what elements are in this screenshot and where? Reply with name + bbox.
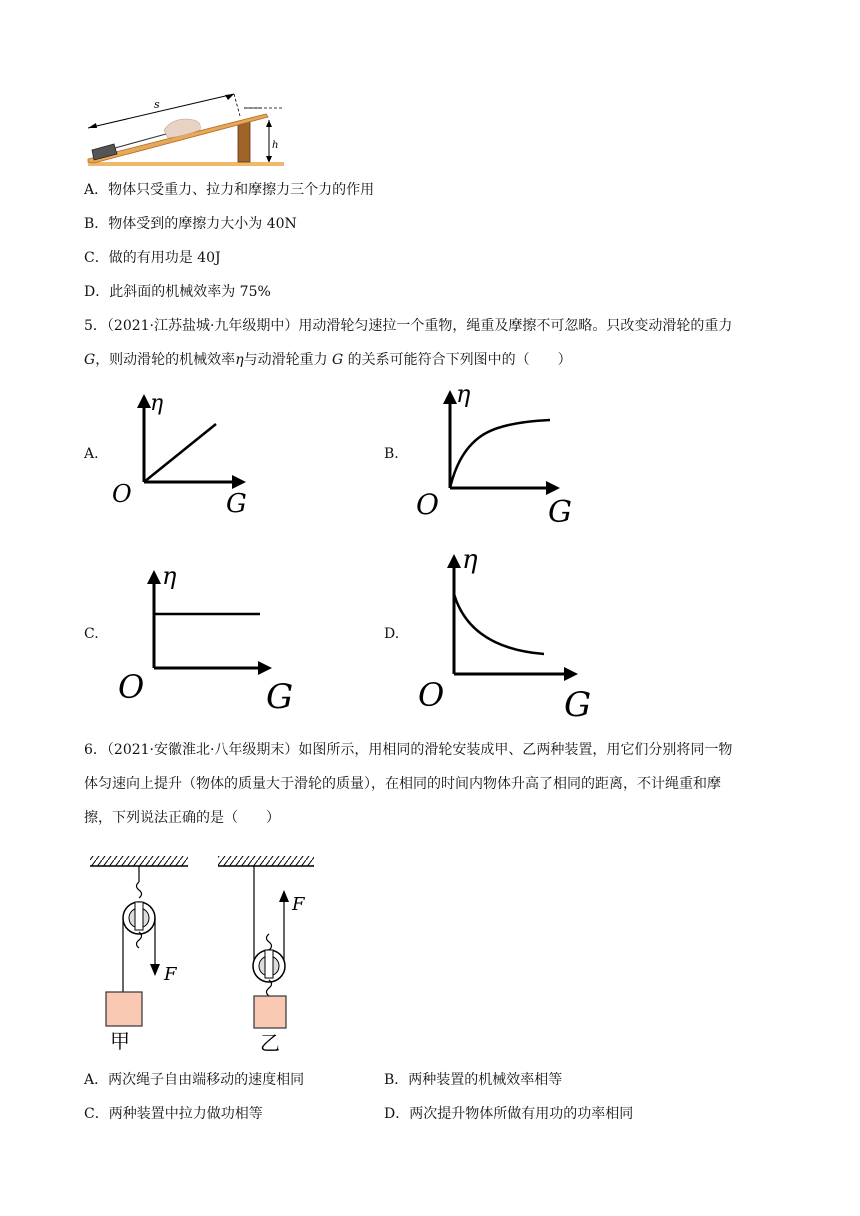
q5-text-c: 的关系可能符合下列图中的（ ） [343,352,572,368]
eta-label: η [150,391,164,416]
q4-option-a[interactable] [84,180,374,200]
eta-label: η [456,380,471,408]
q6-stem-line2: 体匀速向上提升（物体的质量大于滑轮的质量），在相同的时间内物体升高了相同的距离，不计绳重和摩 [84,776,721,792]
s-label: s [154,98,160,111]
q5-option-d-letter[interactable]: D. [384,626,400,642]
option-text: 做的有用功是 40J [108,250,221,266]
g-label: G [564,685,592,725]
option-letter: B． [384,1072,409,1088]
option-letter: C． [84,250,109,266]
q4-option-b[interactable] [84,214,297,234]
q4-option-c[interactable] [84,248,221,268]
q6-option-d[interactable] [384,1104,633,1124]
q6-option-c[interactable] [84,1104,263,1124]
q4-option-d[interactable] [84,282,271,302]
incline-figure [84,86,294,170]
option-letter: D． [84,284,110,300]
h-label: h [272,140,279,151]
eta-label: η [162,562,177,590]
q5-text-a: ，则动滑轮的机械效率 [95,352,236,368]
option-text: 物体只受重力、拉力和摩擦力三个力的作用 [108,182,375,198]
q5-option-a-letter[interactable]: A. [84,446,99,462]
q5-stem-line2 [84,350,572,370]
option-text: 此斜面的机械效率为 75% [109,284,271,300]
option-text: 两种装置中拉力做功相等 [108,1106,263,1122]
q5-text-b: 与动滑轮重力 [243,352,333,368]
option-letter: C． [84,1106,109,1122]
q5-stem-line1: 5．（2021·江苏盐城·九年级期中）用动滑轮匀速拉一个重物，绳重及摩擦不可忽略。只改变动滑轮的重力 [84,318,733,334]
origin-label: O [416,488,439,521]
q6-stem-line1: 6．（2021·安徽淮北·八年级期末）如图所示，用相同的滑轮安装成甲、乙两种装置，用它们分别将同一物 [84,742,733,758]
q5-graph-a[interactable] [110,390,270,520]
option-letter: A． [84,182,109,198]
option-text: 两次提升物体所做有用功的功率相同 [409,1106,634,1122]
force-f-label-left: F [164,964,177,985]
q5-option-c-letter[interactable]: C. [84,626,99,642]
origin-label: O [112,480,132,508]
g-label: G [226,489,247,519]
q6-pulley-figure [84,852,324,1055]
origin-label: O [418,676,445,714]
option-text: 物体受到的摩擦力大小为 40N [108,216,297,232]
option-text: 两种装置的机械效率相等 [408,1072,563,1088]
q5-graph-c[interactable] [114,558,304,717]
option-text: 两次绳子自由端移动的速度相同 [108,1072,305,1088]
option-letter: A． [84,1072,109,1088]
jia-label: 甲 [110,1029,130,1053]
eta-symbol: η [235,352,244,368]
q5-graph-d[interactable] [416,540,606,725]
option-letter: D． [384,1106,410,1122]
yi-label: 乙 [260,1031,280,1055]
q5-option-b-letter[interactable]: B. [384,446,399,462]
origin-label: O [118,668,145,706]
g-label: G [266,677,294,717]
q5-graph-b[interactable] [414,380,594,530]
q6-option-a[interactable] [84,1070,304,1090]
eta-label: η [462,545,478,575]
q6-option-b[interactable] [384,1070,562,1090]
g-symbol: G [84,352,96,368]
g-label: G [548,495,572,530]
q6-stem-line3: 擦，下列说法正确的是（ ） [84,810,280,826]
g-symbol: G [332,352,344,368]
option-letter: B． [84,216,109,232]
force-f-label-right: F [292,894,305,915]
